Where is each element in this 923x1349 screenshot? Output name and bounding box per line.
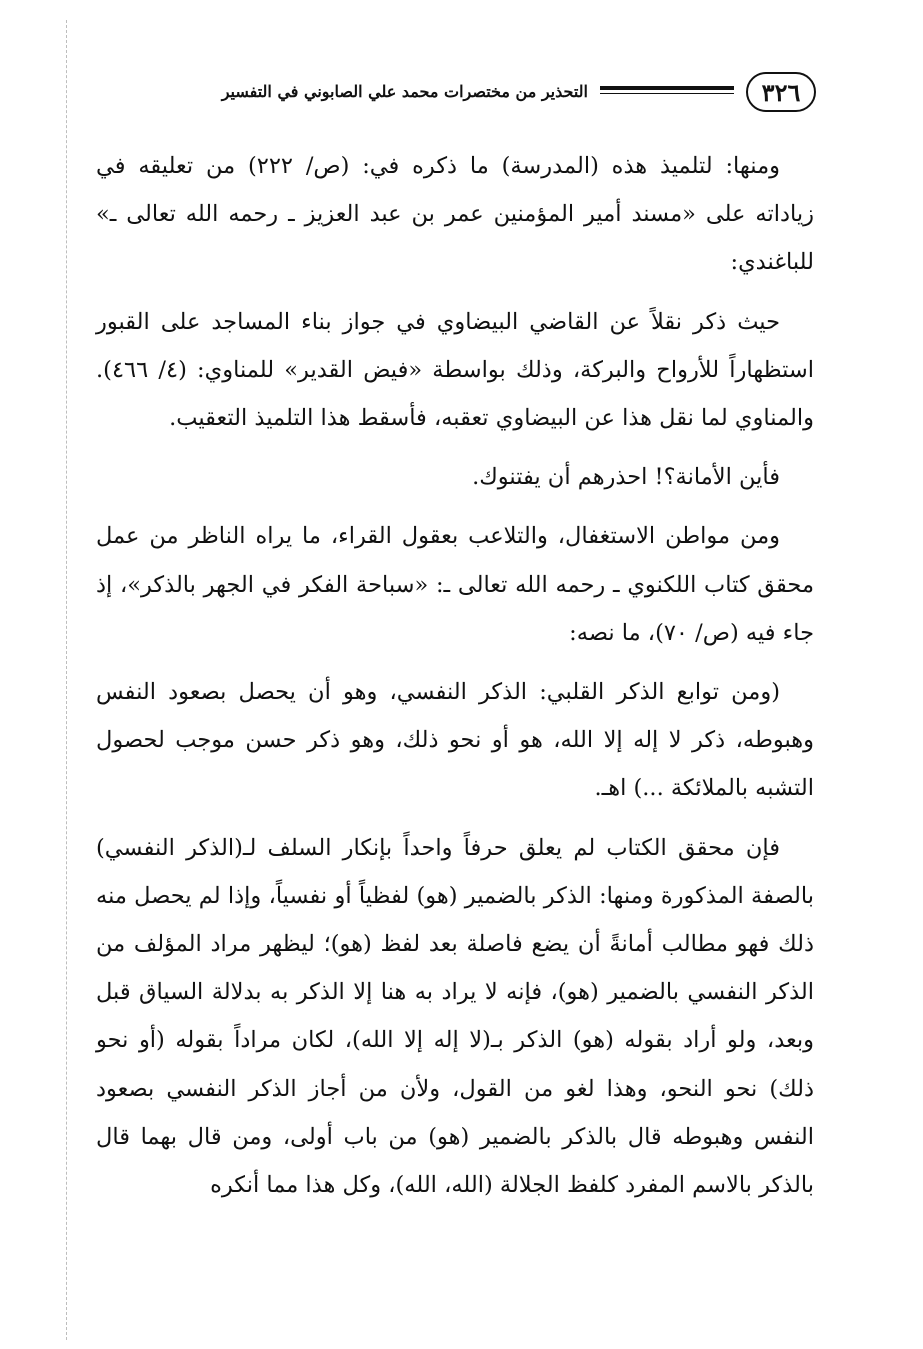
paragraph: (ومن توابع الذكر القلبي: الذكر النفسي، وهو أن يحصل بصعود النفس وهبوطه، ذكر لا إله إلا الله، هو أو نحو ذلك، وهو ذكر حسن موجب لحصول التشبه بالملائكة ...) اهـ. bbox=[96, 679, 814, 802]
header-rule bbox=[600, 86, 734, 98]
paragraph: ومنها: لتلميذ هذه (المدرسة) ما ذكره في: (ص/ ٢٢٢) من تعليقه في زياداته على «مسند أمير المؤمنين عمر بن عبد العزيز ـ رحمه الله تعالى ـ» للباغندي: bbox=[96, 153, 814, 276]
page-number: ٣٢٦ bbox=[746, 72, 816, 112]
margin-guide-line bbox=[66, 20, 67, 1340]
paragraph: فإن محقق الكتاب لم يعلق حرفاً واحداً بإنكار السلف لـ(الذكر النفسي) بالصفة المذكورة ومنها: الذكر بالضمير (هو) لفظياً أو نفسياً، وإذا لم يحصل منه ذلك فهو مطالب أمانةً أن يضع فاصلة بعد لفظ (هو)؛ ليظهر مراد المؤلف من الذكر النفسي بالضمير (هو)، فإنه لا يراد به هنا إلا الذكر به بدلالة السياق قبل وبعد، ولو أراد بقوله (هو) الذكر بـ(لا إله إلا الله)، لكان مراداً بقوله (أو نحو ذلك) نحو النحو، وهذا لغو من القول، ولأن من أجاز الذكر النفسي بصعود النفس وهبوطه قال بالذكر بالضمير (هو) من باب أولى، ومن قال بهما قال بالذكر بالاسم المفرد كلفظ الجلالة (الله، الله)، وكل هذا مما أنكره bbox=[96, 834, 814, 1199]
page-header bbox=[88, 72, 816, 116]
paragraph: ومن مواطن الاستغفال، والتلاعب بعقول القراء، ما يراه الناظر من عمل محقق كتاب اللكنوي ـ رحمه الله تعالى ـ: «سباحة الفكر في الجهر بالذكر»، إذ جاء فيه (ص/ ٧٠)، ما نصه: bbox=[96, 523, 814, 646]
page-body bbox=[96, 142, 814, 1220]
paragraph: حيث ذكر نقلاً عن القاضي البيضاوي في جواز بناء المساجد على القبور استظهاراً للأرواح والبركة، وذلك بواسطة «فيض القدير» للمناوي: (٤/ ٤٦٦). والمناوي لما نقل هذا عن البيضاوي تعقبه، فأسقط هذا التلميذ التعقيب. bbox=[96, 308, 814, 432]
running-title: التحذير من مختصرات محمد علي الصابوني في التفسير bbox=[221, 82, 588, 101]
paragraph: فأين الأمانة؟! احذرهم أن يفتنوك. bbox=[472, 464, 780, 491]
